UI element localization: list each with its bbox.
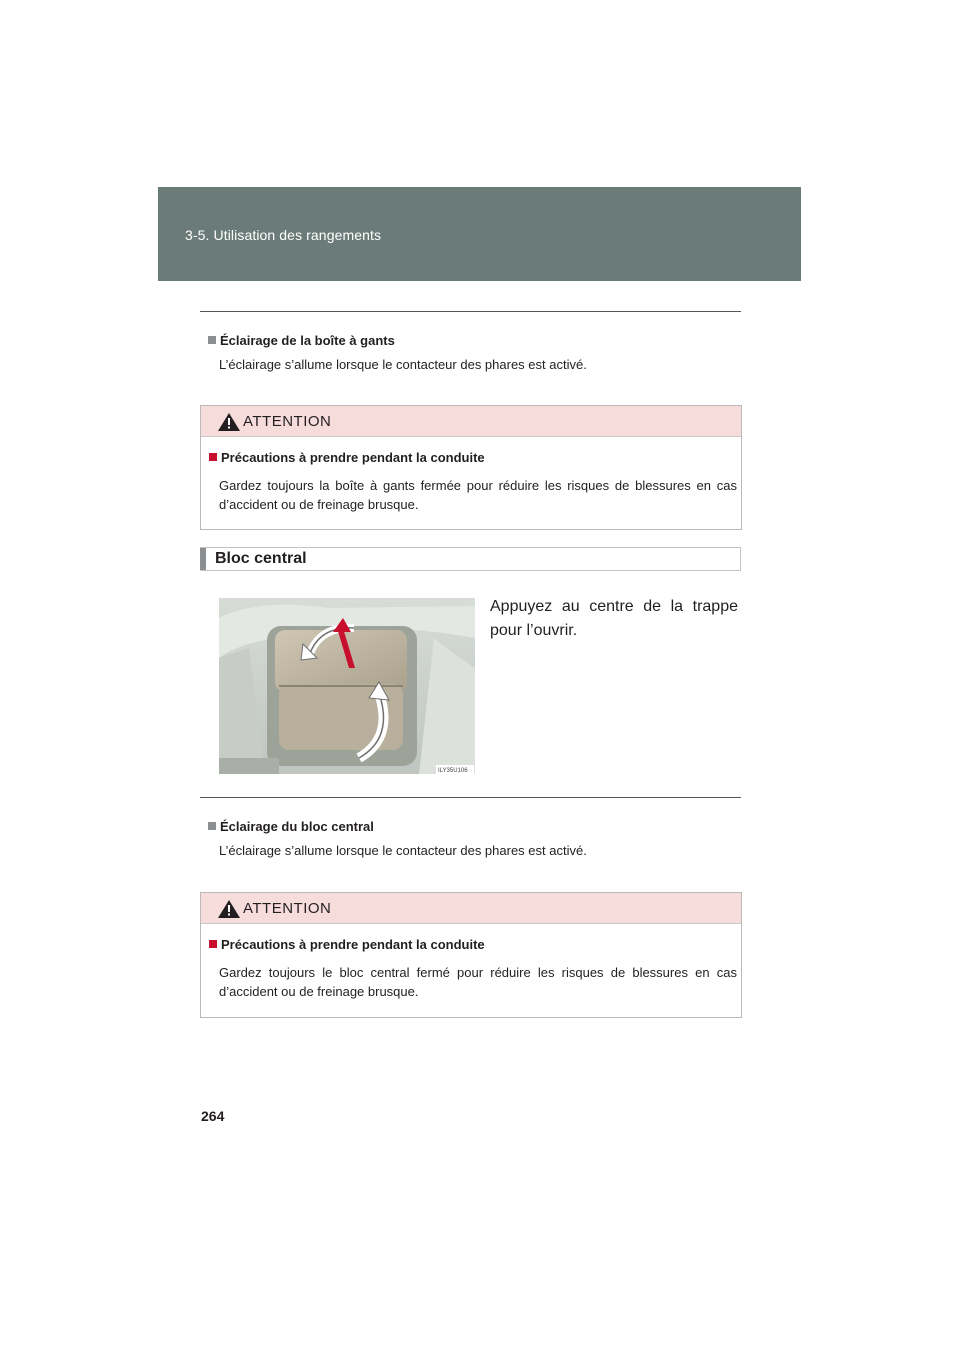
warning-text: Gardez toujours la boîte à gants fermée pour réduire les risques de blessures en cas d’accident ou de freinage brusque. (219, 478, 737, 512)
instruction-text: Appuyez au centre de la trappe pour l’ouvrir. (490, 598, 738, 639)
warning-header (201, 406, 741, 437)
section-title: Bloc central (215, 550, 307, 567)
warning-subheading (209, 937, 485, 952)
warning-subheading-text: Précautions à prendre pendant la conduite (221, 937, 485, 952)
divider (200, 311, 741, 312)
chapter-title: 3-5. Utilisation des rangements (185, 227, 382, 243)
glovebox-light-heading (208, 333, 395, 348)
console-light-text: L’éclairage s’allume lorsque le contacteur des phares est activé. (219, 843, 587, 858)
console-light-heading (208, 819, 374, 834)
console-photo (219, 598, 475, 774)
warning-triangle-icon (218, 413, 240, 431)
warning-subheading (209, 450, 485, 465)
glovebox-light-text: L’éclairage s’allume lorsque le contacteur des phares est activé. (219, 357, 587, 372)
warning-title: ATTENTION (243, 413, 332, 430)
section-accent (200, 548, 206, 570)
warning-header (201, 893, 741, 924)
divider (200, 797, 741, 798)
warning-box-glovebox (200, 405, 742, 530)
console-light-heading-text: Éclairage du bloc central (220, 819, 374, 834)
warning-box-console (200, 892, 742, 1018)
bullet-square-icon (208, 336, 216, 344)
warning-title: ATTENTION (243, 900, 332, 917)
red-square-icon (209, 453, 217, 461)
warning-text: Gardez toujours le bloc central fermé pour réduire les risques de blessures en cas d’accident ou de freinage brusque. (219, 965, 737, 999)
warning-triangle-icon (218, 900, 240, 918)
bullet-square-icon (208, 822, 216, 830)
red-square-icon (209, 940, 217, 948)
glovebox-light-heading-text: Éclairage de la boîte à gants (220, 333, 395, 348)
page-number: 264 (201, 1108, 225, 1124)
section-heading (200, 547, 741, 571)
page-header (158, 187, 801, 281)
console-illustration (219, 598, 475, 774)
warning-subheading-text: Précautions à prendre pendant la conduite (221, 450, 485, 465)
figure-code: ILY35U106 (438, 768, 468, 774)
